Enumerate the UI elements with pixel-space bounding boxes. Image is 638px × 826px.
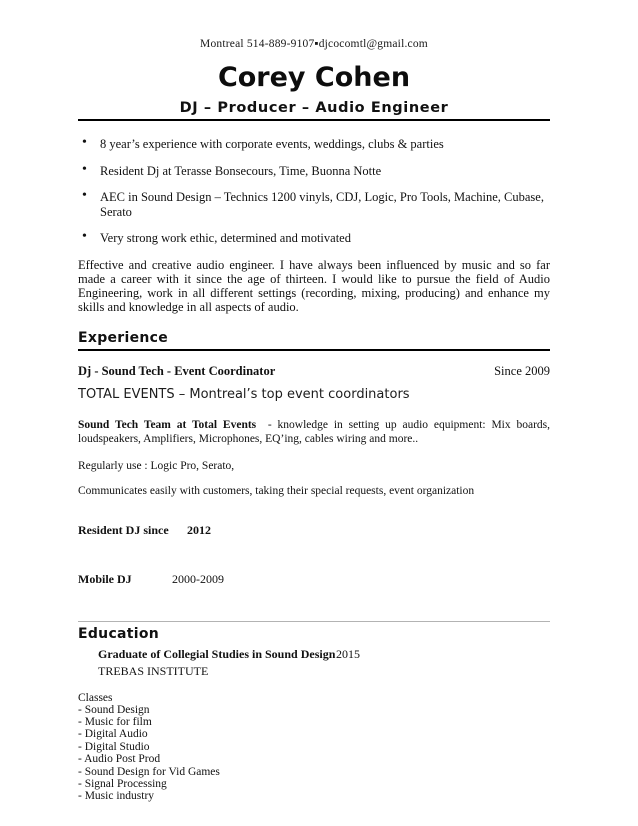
class-item: - Music for film	[78, 715, 152, 728]
classes-label: Classes	[78, 691, 113, 704]
degree-year: 2015	[336, 646, 360, 661]
job-date: Since 2009	[494, 363, 550, 378]
summary-bullet: • Very strong work ethic, determined and motivated	[78, 231, 550, 246]
class-item: - Digital Studio	[78, 740, 150, 753]
job-title-row	[78, 364, 550, 379]
role-row-resident-dj	[78, 523, 550, 538]
class-item: - Music industry	[78, 790, 155, 803]
role-date: 2000-2009	[172, 571, 224, 586]
role-label: Mobile DJ	[78, 571, 132, 586]
communication-line: Communicates easily with customers, taking their special requests, event organization	[78, 484, 475, 497]
role-label: Resident DJ since	[78, 522, 169, 537]
experience-section-heading: Experience	[78, 330, 550, 351]
summary-bullet: • AEC in Sound Design – Technics 1200 vinyls, CDJ, Logic, Pro Tools, Machine, Cubase, Serato	[78, 190, 550, 219]
class-item: - Sound Design	[78, 703, 150, 716]
role-date: 2012	[187, 522, 211, 537]
candidate-name: Corey Cohen	[217, 62, 411, 93]
company-line: TOTAL EVENTS – Montreal’s top event coordinators	[78, 386, 410, 402]
class-item: - Sound Design for Vid Games	[78, 765, 220, 778]
summary-bullet-list	[78, 137, 550, 246]
tools-line: Regularly use : Logic Pro, Serato,	[78, 459, 235, 472]
summary-bullet: • Resident Dj at Terasse Bonsecours, Time, Buonna Notte	[78, 164, 550, 179]
degree-title: Graduate of Collegial Studies in Sound Design	[98, 646, 336, 661]
resume-content	[78, 0, 550, 803]
candidate-tagline: DJ – Producer – Audio Engineer	[78, 100, 550, 121]
job-description-lead: Sound Tech Team at Total Events	[78, 418, 257, 431]
summary-bullet: • 8 year’s experience with corporate events, weddings, clubs & parties	[78, 137, 550, 152]
education-divider	[78, 621, 550, 622]
job-title: Dj - Sound Tech - Event Coordinator	[78, 363, 276, 378]
role-row-mobile-dj	[78, 572, 550, 587]
class-item: - Digital Audio	[78, 728, 148, 741]
contact-line: Montreal 514-889-9107▪djcocomtl@gmail.com	[200, 38, 428, 50]
class-item: - Signal Processing	[78, 777, 167, 790]
class-item: - Audio Post Prod	[78, 753, 161, 766]
school-name: TREBAS INSTITUTE	[98, 663, 209, 678]
job-description	[78, 418, 550, 446]
education-section-heading: Education	[78, 625, 160, 642]
summary-paragraph: Effective and creative audio engineer. I have always been influenced by music and so far made a career with it since the age of thirteen. I would like to pursue the field of Audio Engineering, work in all different settings (recording, mixing, producing) and enhance my skills and knowledge in all aspects of audio.	[78, 257, 550, 314]
degree-row	[98, 647, 550, 662]
job-description-rest: - knowledge in setting up audio equipment: Mix boards, loudspeakers, Amplifiers, Microphones, EQ’ing, cables wiring and more..	[78, 418, 551, 445]
